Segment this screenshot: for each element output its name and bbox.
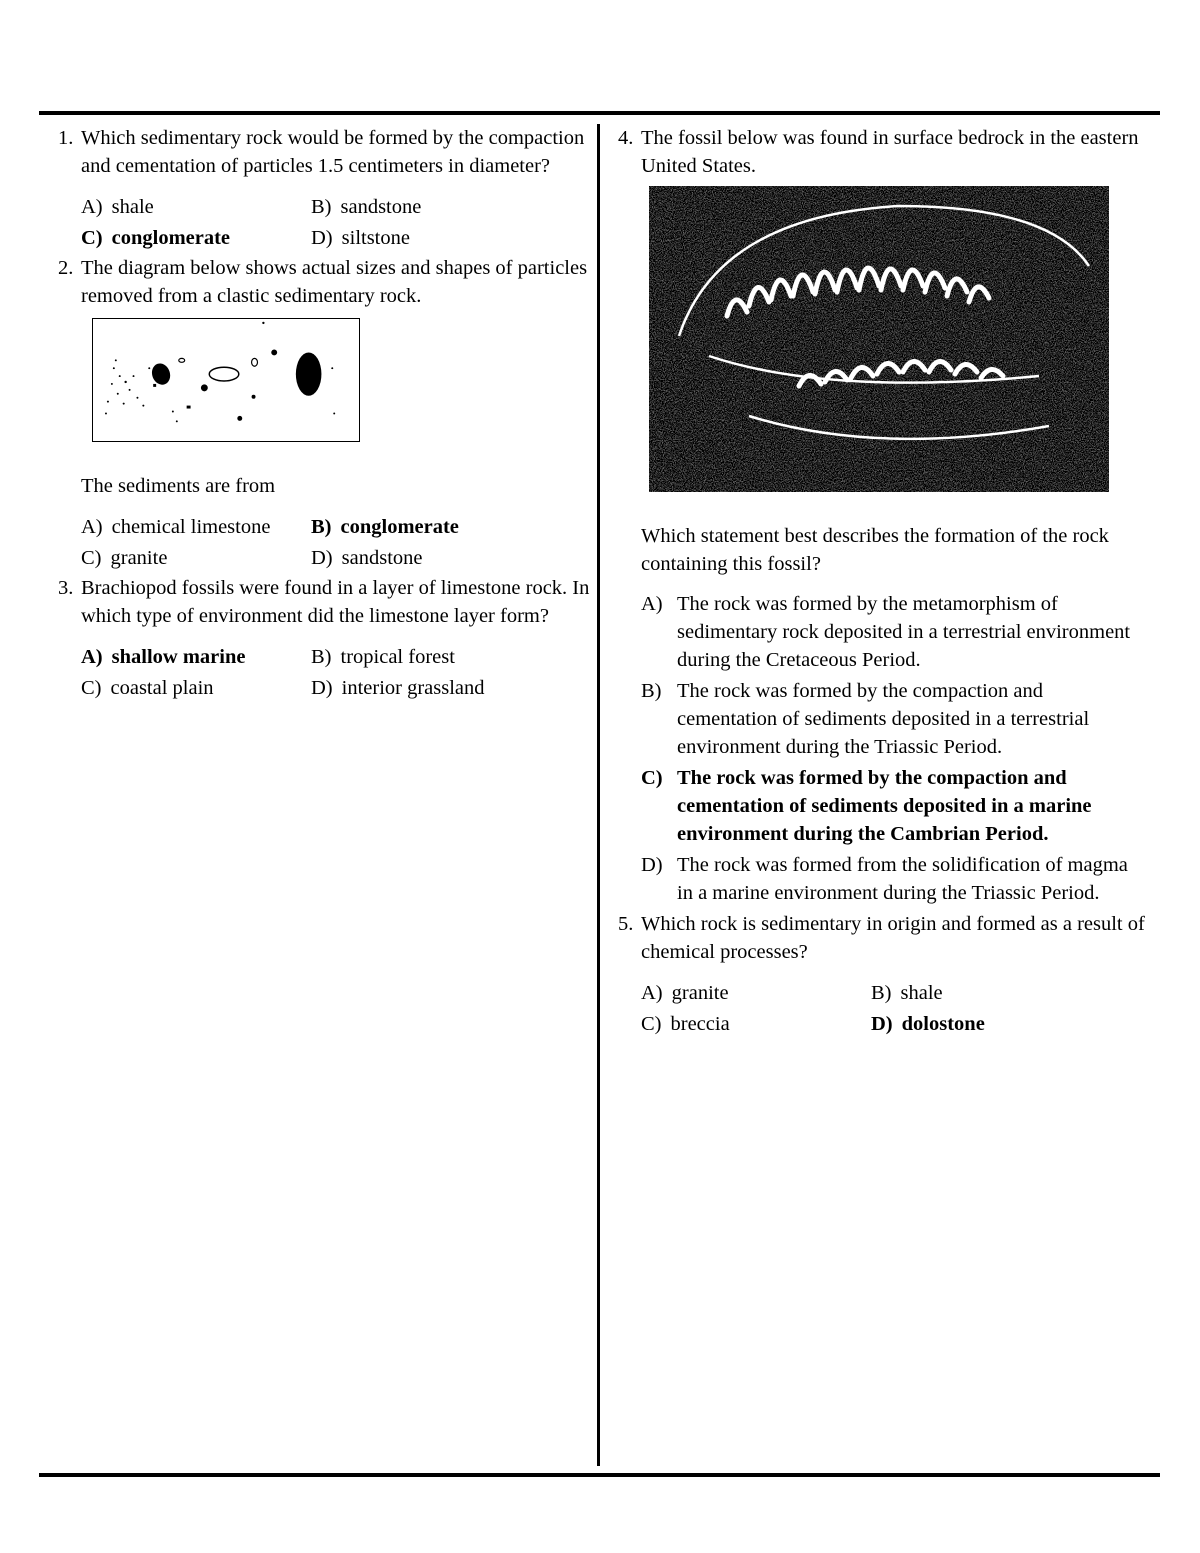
choice-text: coastal plain	[110, 677, 214, 699]
choice-letter: D)	[311, 227, 333, 249]
choice-text: shallow marine	[111, 646, 246, 668]
choice-letter: C)	[81, 547, 102, 569]
answer-choices	[641, 978, 1148, 1040]
question-stem: Which rock is sedimentary in origin and formed as a result of chemical processes?	[641, 913, 1145, 963]
choice-text: sandstone	[341, 547, 423, 569]
choice-c[interactable]	[81, 673, 311, 704]
choice-letter: D)	[311, 547, 333, 569]
choice-text: The rock was formed by the compaction and cementation of sediments deposited in a terrestrial environment during the Triassic Period.	[677, 680, 1090, 758]
answer-choices	[641, 590, 1148, 907]
choice-text: sandstone	[340, 196, 422, 218]
choice-b[interactable]	[871, 978, 1101, 1009]
choice-letter: D)	[871, 1013, 893, 1035]
choice-text: dolostone	[901, 1013, 985, 1035]
question-number: 3.	[58, 577, 74, 599]
choice-letter: B)	[311, 196, 332, 218]
right-column	[618, 124, 1148, 1040]
choice-letter: A)	[81, 516, 103, 538]
choice-text: shale	[900, 982, 943, 1004]
choice-b[interactable]	[641, 677, 1148, 761]
choice-letter: B)	[641, 680, 662, 702]
choice-c[interactable]	[641, 1009, 871, 1040]
choice-letter: D)	[641, 854, 663, 876]
choice-letter: D)	[311, 677, 333, 699]
choice-text: interior grassland	[341, 677, 485, 699]
choice-a[interactable]	[81, 512, 311, 543]
choice-d[interactable]	[311, 543, 541, 574]
question-prompt: Which statement best describes the formation of the rock containing this fossil?	[641, 525, 1109, 575]
left-column	[58, 124, 590, 704]
choice-letter: C)	[641, 767, 663, 789]
trilobite-fossil-photo	[649, 186, 1109, 492]
column-divider	[597, 124, 600, 1466]
answer-choices	[81, 642, 590, 704]
choice-text: The rock was formed by the compaction and cementation of sediments deposited in a marine environment during the Cambrian Period.	[677, 767, 1092, 845]
choice-letter: A)	[81, 196, 103, 218]
choice-text: siltstone	[341, 227, 410, 249]
choice-letter: A)	[641, 593, 663, 615]
question-number: 5.	[618, 913, 634, 935]
question-number: 1.	[58, 127, 74, 149]
choice-text: breccia	[670, 1013, 730, 1035]
choice-d[interactable]	[871, 1009, 1101, 1040]
choice-b[interactable]	[311, 512, 541, 543]
question-stem: The fossil below was found in surface bedrock in the eastern United States.	[641, 127, 1139, 177]
choice-a[interactable]	[641, 590, 1148, 674]
question-prompt: The sediments are from	[81, 475, 276, 497]
question-2	[58, 254, 590, 574]
choice-letter: C)	[641, 1013, 662, 1035]
choice-text: conglomerate	[340, 516, 459, 538]
choice-text: granite	[110, 547, 168, 569]
choice-text: The rock was formed by the metamorphism of sedimentary rock deposited in a terrestrial environment during the Cretaceous Period.	[677, 593, 1131, 671]
choice-letter: B)	[871, 982, 892, 1004]
question-5	[618, 910, 1148, 1040]
choice-a[interactable]	[81, 642, 311, 673]
choice-text: granite	[671, 982, 729, 1004]
choice-letter: C)	[81, 677, 102, 699]
bottom-rule	[39, 1473, 1160, 1477]
choice-text: tropical forest	[340, 646, 455, 668]
choice-c[interactable]	[81, 223, 311, 254]
choice-letter: A)	[81, 646, 103, 668]
answer-choices	[81, 192, 590, 254]
top-rule	[39, 111, 1160, 115]
question-number: 2.	[58, 257, 74, 279]
question-stem: Brachiopod fossils were found in a layer of limestone rock. In which type of environment did the limestone layer form?	[81, 577, 590, 627]
choice-letter: A)	[641, 982, 663, 1004]
choice-d[interactable]	[641, 851, 1148, 907]
question-stem: The diagram below shows actual sizes and shapes of particles removed from a clastic sedimentary rock.	[81, 257, 588, 307]
choice-text: shale	[111, 196, 154, 218]
choice-a[interactable]	[81, 192, 311, 223]
choice-letter: B)	[311, 516, 332, 538]
choice-text: chemical limestone	[111, 516, 271, 538]
choice-d[interactable]	[311, 223, 541, 254]
choice-b[interactable]	[311, 192, 541, 223]
choice-b[interactable]	[311, 642, 541, 673]
answer-choices	[81, 512, 590, 574]
question-1	[58, 124, 590, 254]
choice-c[interactable]	[81, 543, 311, 574]
question-stem: Which sedimentary rock would be formed by the compaction and cementation of particles 1.5 centimeters in diameter?	[81, 127, 585, 177]
choice-letter: B)	[311, 646, 332, 668]
choice-text: conglomerate	[111, 227, 231, 249]
choice-c[interactable]	[641, 764, 1148, 848]
choice-d[interactable]	[311, 673, 541, 704]
question-number: 4.	[618, 127, 634, 149]
question-4	[618, 124, 1148, 907]
question-3	[58, 574, 590, 704]
choice-a[interactable]	[641, 978, 871, 1009]
sediment-particles-diagram	[92, 318, 360, 442]
choice-letter: C)	[81, 227, 103, 249]
choice-text: The rock was formed from the solidification of magma in a marine environment during the Triassic Period.	[677, 854, 1128, 904]
